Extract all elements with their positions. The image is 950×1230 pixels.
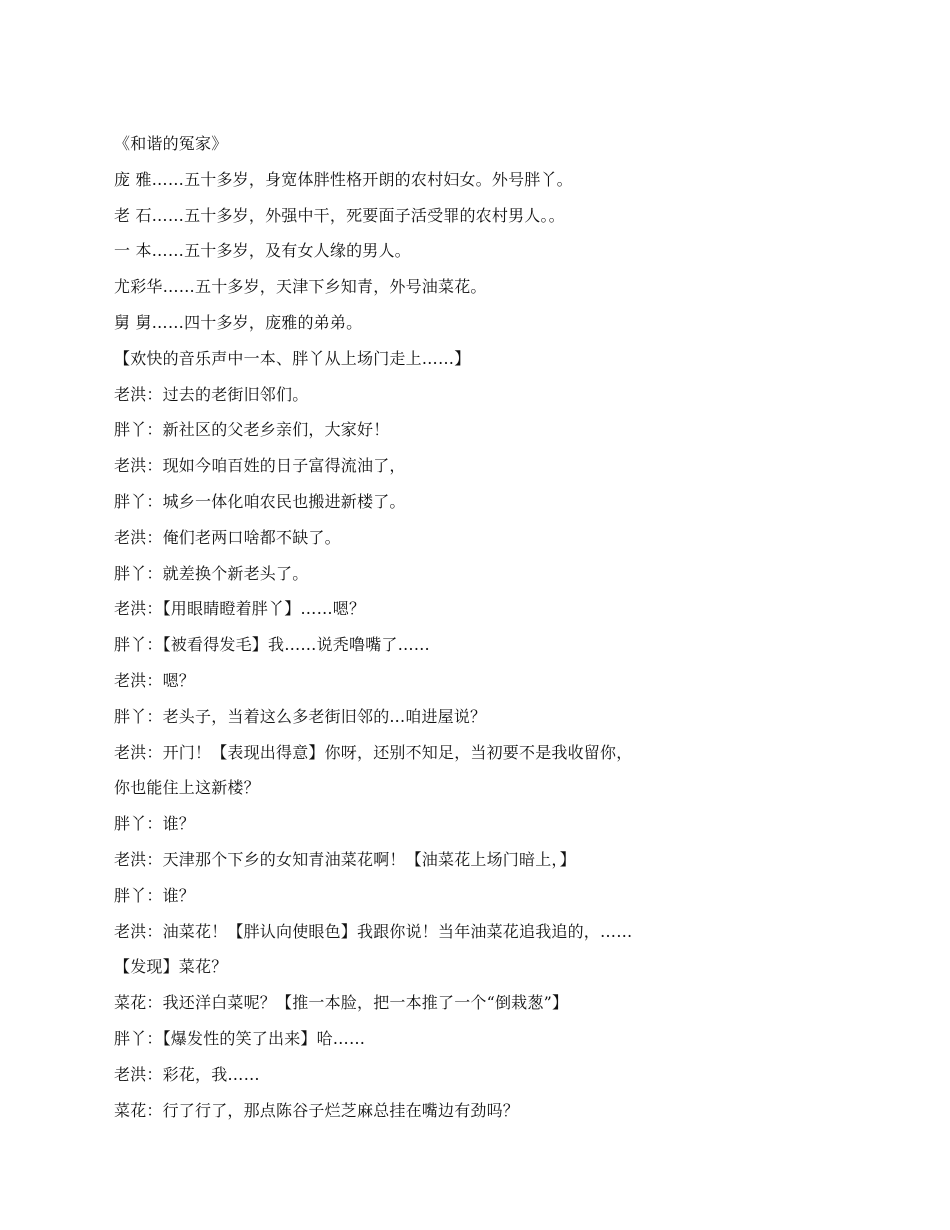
dialogue-line: 胖丫：新社区的父老乡亲们，大家好！: [114, 420, 390, 440]
dialogue-line: 胖丫：老头子，当着这么多老街旧邻的...咱进屋说？: [114, 706, 487, 726]
dialogue-line-continued: 【发现】菜花？: [114, 957, 228, 977]
dialogue-line: 胖丫：【爆发性的笑了出来】哈……: [114, 1028, 366, 1048]
dialogue-line: 菜花：行了行了，那点陈谷子烂芝麻总挂在嘴边有劲吗？: [114, 1100, 520, 1120]
dialogue-line: 胖丫：谁？: [114, 814, 196, 834]
dialogue-line: 老洪：俺们老两口啥都不缺了。: [114, 527, 341, 547]
character-老石: 老 石……五十多岁，外强中干，死要面子活受罪的农村男人。。: [114, 205, 565, 225]
dialogue-line: 菜花：我还洋白菜呢？【推一本脸，把一本推了一个“倒栽葱”】: [114, 993, 569, 1013]
dialogue-line: 老洪：天津那个下乡的女知青油菜花啊！【油菜花上场门暗上，】: [114, 849, 576, 869]
dialogue-line: 老洪：现如今咱百姓的日子富得流油了，: [114, 456, 406, 476]
dialogue-line: 胖丫：城乡一体化咱农民也搬进新楼了。: [114, 491, 406, 511]
dialogue-line: 老洪：开门！【表现出得意】你呀，还别不知足，当初要不是我收留你，: [114, 742, 633, 762]
stage-direction: 【欢快的音乐声中一本、胖丫从上场门走上……】: [114, 348, 471, 368]
character-尤彩华: 尤彩华……五十多岁，天津下乡知青，外号油菜花。: [114, 277, 487, 297]
dialogue-line: 老洪：嗯？: [114, 670, 196, 690]
dialogue-line-continued: 你也能住上这新楼？: [114, 778, 260, 798]
character-舅舅: 舅 舅……四十多岁，庞雅的弟弟。: [114, 312, 363, 332]
dialogue-line: 胖丫：就差换个新老头了。: [114, 563, 309, 583]
character-一本: 一 本……五十多岁，及有女人缘的男人。: [114, 241, 411, 261]
dialogue-line: 老洪：【用眼睛瞪着胖丫】……嗯？: [114, 599, 366, 619]
dialogue-line: 老洪：彩花，我……: [114, 1064, 260, 1084]
dialogue-line: 胖丫：【被看得发毛】我……说秃噜嘴了……: [114, 635, 431, 655]
script-title: 《和谐的冤家》: [114, 134, 228, 153]
dialogue-line: 老洪：油菜花！【胖认向使眼色】我跟你说！当年油菜花追我追的，……: [114, 921, 633, 941]
script-body: [114, 126, 844, 1128]
dialogue-line: 老洪：过去的老街旧邻们。: [114, 384, 309, 404]
character-庞雅: 庞 雅……五十多岁，身宽体胖性格开朗的农村妇女。外号胖丫。: [114, 169, 573, 189]
dialogue-line: 胖丫：谁？: [114, 885, 196, 905]
